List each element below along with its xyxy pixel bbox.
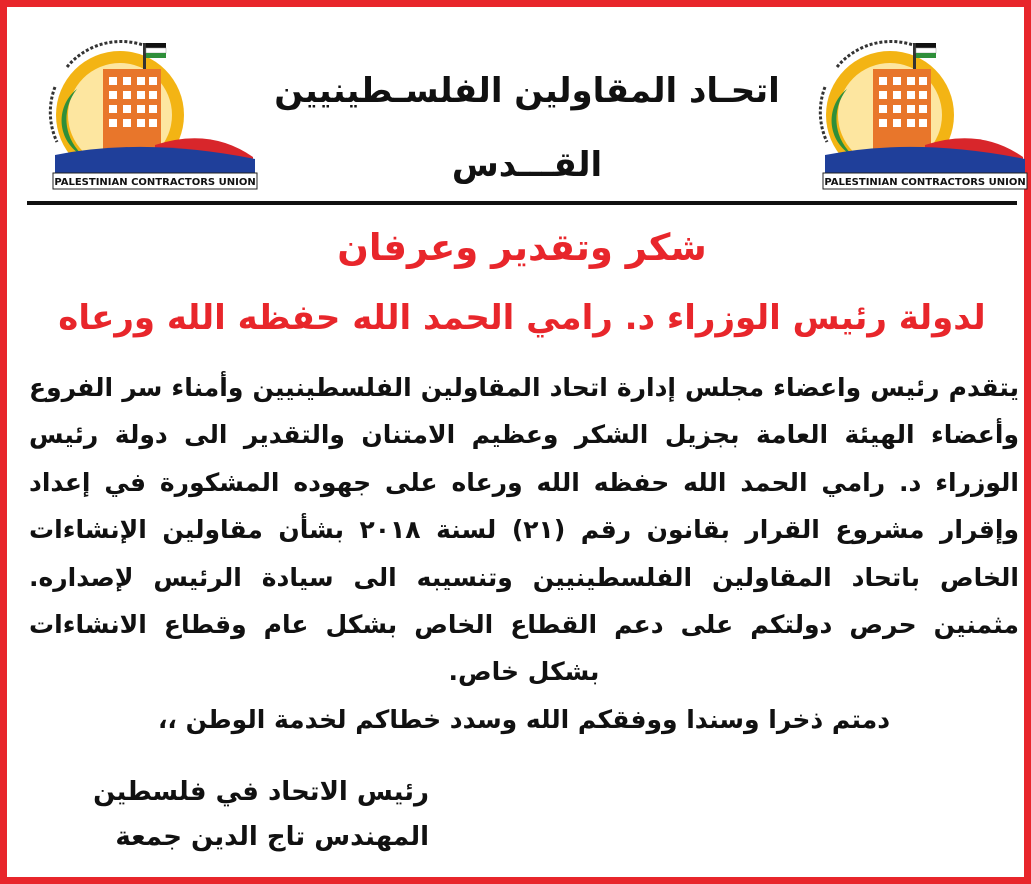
announcement-recipient: لدولة رئيس الوزراء د. رامي الحمد الله حفظه الله ورعاه <box>58 298 986 338</box>
body-line: وأعضاء الهيئة العامة بجزيل الشكر وعظيم الامتنان والتقدير الى دولة رئيس <box>29 420 1019 450</box>
body-line: دمتم ذخرا وسندا ووفقكم الله وسدد خطاكم لخدمة الوطن ،، <box>157 704 891 734</box>
logo-caption-right: PALESTINIAN CONTRACTORS UNION <box>824 177 1026 188</box>
announcement-title: شكر وتقدير وعرفان <box>337 226 707 269</box>
body-line: الوزراء د. رامي الحمد الله حفظه الله ورعاه على جهوده المشكورة في إعداد <box>29 467 1019 497</box>
body-line: يتقدم رئيس واعضاء مجلس إدارة اتحاد المقاولين الفلسطينيين وأمناء سر الفروع <box>29 373 1019 402</box>
logo-emblem <box>50 41 257 189</box>
signature-title: رئيس الاتحاد في فلسطين <box>93 777 429 807</box>
body-line: بشكل خاص. <box>448 657 600 687</box>
header-divider <box>27 201 1017 205</box>
signature-name: المهندس تاج الدين جمعة <box>115 822 429 852</box>
body-line: الخاص باتحاد المقاولين الفلسطينيين وتنسيبه الى سيادة الرئيس لإصداره. <box>29 562 1019 592</box>
organization-name: اتحـاد المقاولين الفلسـطينيين <box>274 71 780 111</box>
organization-city: القـــدس <box>451 145 603 185</box>
logo-emblem <box>820 41 1027 189</box>
body-line: مثمنين حرص دولتكم على دعم القطاع الخاص بشكل عام وقطاع الانشاءات <box>29 609 1019 639</box>
announcement-body <box>29 364 1019 743</box>
union-logo-right <box>785 27 1031 197</box>
body-line: وإقرار مشروع القرار بقانون رقم (٢١) لسنة ٢٠١٨ بشأن مقاولين الإنشاءات <box>29 515 1019 545</box>
logo-caption-left: PALESTINIAN CONTRACTORS UNION <box>54 177 256 188</box>
union-logo-left <box>15 27 265 197</box>
